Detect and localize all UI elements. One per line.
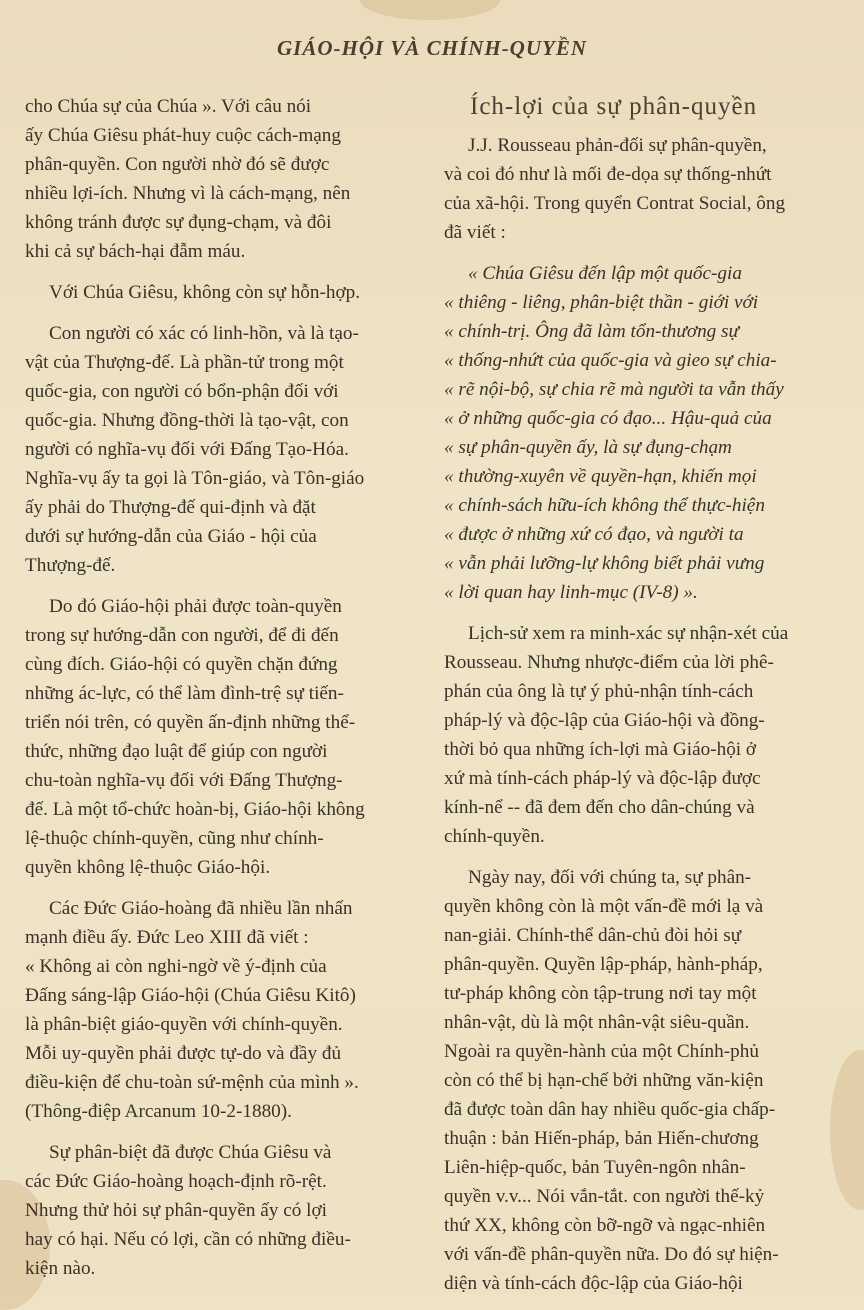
text-line: « được ở những xứ có đạo, và người ta xyxy=(444,524,744,545)
text-line: hay có hại. Nếu có lợi, cần có những điều- xyxy=(25,1229,351,1250)
text-line: J.J. Rousseau phản-đối sự phân-quyền, xyxy=(468,135,767,156)
text-line: của xã-hội. Trong quyển Contrat Social, ông xyxy=(444,193,786,214)
text-line: kiện nào. xyxy=(25,1258,96,1279)
text-line: Do đó Giáo-hội phải được toàn-quyền xyxy=(49,596,342,617)
paragraph xyxy=(25,894,418,1126)
text-line: triển nói trên, có quyền ấn-định những thể- xyxy=(25,712,356,733)
text-line: Nghĩa-vụ ấy ta gọi là Tôn-giáo, và Tôn-giáo xyxy=(25,468,365,489)
text-line: cho Chúa sự của Chúa ». Với câu nói xyxy=(25,96,312,117)
text-line: xứ mà tính-cách pháp-lý và độc-lập được xyxy=(444,768,761,789)
text-line: lệ-thuộc chính-quyền, cũng như chính- xyxy=(25,828,324,849)
text-line: Ngoài ra quyền-hành của một Chính-phủ xyxy=(444,1041,759,1062)
text-line: « Chúa Giêsu đến lập một quốc-gia xyxy=(468,263,742,284)
text-line: các Đức Giáo-hoàng hoạch-định rõ-rệt. xyxy=(25,1171,327,1192)
text-line: « chính-sách hữu-ích không thể thực-hiện xyxy=(444,495,765,516)
text-line: cùng đích. Giáo-hội có quyền chặn đứng xyxy=(25,654,338,675)
text-line: (Thông-điệp Arcanum 10-2-1880). xyxy=(25,1101,292,1122)
text-line: đã viết : xyxy=(444,222,506,243)
text-line: nan-giải. Chính-thể dân-chủ đòi hỏi sự xyxy=(444,925,742,946)
paragraph xyxy=(25,592,418,882)
text-line: « sự phân-quyền ấy, là sự đụng-chạm xyxy=(444,437,732,458)
text-line: « vẫn phải lưỡng-lự không biết phải vưng xyxy=(444,553,765,574)
paragraph xyxy=(25,278,418,307)
text-line: diện và tính-cách độc-lập của Giáo-hội xyxy=(444,1273,743,1294)
text-line: Rousseau. Nhưng nhược-điểm của lời phê- xyxy=(444,652,774,673)
paragraph xyxy=(25,1138,418,1283)
text-line: Ngày nay, đối với chúng ta, sự phân- xyxy=(468,867,752,888)
text-line: chu-toàn nghĩa-vụ đối với Đấng Thượng- xyxy=(25,770,343,791)
text-line: những ác-lực, có thể làm đình-trệ sự tiến- xyxy=(25,683,344,704)
text-line: « ở những quốc-gia có đạo... Hậu-quả của xyxy=(444,408,772,429)
left-column xyxy=(25,92,418,1295)
text-line: « thiêng - liêng, phân-biệt thần - giới với xyxy=(444,292,759,313)
text-line: « rẽ nội-bộ, sự chia rẽ mà người ta vẫn thấy xyxy=(444,379,784,400)
text-line: Sự phân-biệt đã được Chúa Giêsu và xyxy=(49,1142,332,1163)
paragraph xyxy=(25,92,418,266)
text-line: Với Chúa Giêsu, không còn sự hỗn-hợp. xyxy=(49,282,361,303)
text-line: và coi đó như là mối đe-dọa sự thống-nhứt xyxy=(444,164,772,185)
text-line: còn có thể bị hạn-chế bởi những văn-kiện xyxy=(444,1070,764,1091)
text-line: dưới sự hướng-dẫn của Giáo - hội của xyxy=(25,526,317,547)
text-line: là phân-biệt giáo-quyền với chính-quyền. xyxy=(25,1014,343,1035)
section-title: Ích-lợi của sự phân-quyền xyxy=(470,93,758,120)
text-line: phân-quyền. Con người nhờ đó sẽ được xyxy=(25,154,330,175)
text-line: người có nghĩa-vụ đối với Đấng Tạo-Hóa. xyxy=(25,439,349,460)
text-line: quốc-gia. Nhưng đồng-thời là tạo-vật, con xyxy=(25,410,349,431)
text-line: Nhưng thử hỏi sự phân-quyền ấy có lợi xyxy=(25,1200,327,1221)
text-line: quyền không còn là một vấn-đề mới lạ và xyxy=(444,896,764,917)
text-line: điều-kiện để chu-toàn sứ-mệnh của mình ». xyxy=(25,1072,359,1093)
text-line: Các Đức Giáo-hoàng đã nhiều lần nhấn xyxy=(49,898,353,919)
text-line: « Không ai còn nghi-ngờ về ý-định của xyxy=(25,956,327,977)
text-line: khi cả sự bách-hại đẫm máu. xyxy=(25,241,246,262)
text-line: « thống-nhứt của quốc-gia và gieo sự chia- xyxy=(444,350,777,371)
text-line: quyền v.v... Nói vắn-tắt. con người thế-kỷ xyxy=(444,1186,765,1207)
text-line: vật của Thượng-đế. Là phần-tử trong một xyxy=(25,352,344,373)
text-line: nhân-vật, dù là một nhân-vật siêu-quần. xyxy=(444,1012,750,1033)
text-line: nhiều lợi-ích. Nhưng vì là cách-mạng, nên xyxy=(25,183,351,204)
text-line: Lịch-sử xem ra minh-xác sự nhận-xét của xyxy=(468,623,789,644)
text-line: thuận : bản Hiến-pháp, bản Hiến-chương xyxy=(444,1128,759,1149)
text-line: « thường-xuyên về quyền-hạn, khiến mọi xyxy=(444,466,757,487)
text-line: Mỗi uy-quyền phải được tự-do và đầy đủ xyxy=(25,1043,342,1064)
text-line: quốc-gia, con người có bổn-phận đối với xyxy=(25,381,339,402)
text-line: chính-quyền. xyxy=(444,826,545,847)
text-line: Đấng sáng-lập Giáo-hội (Chúa Giêsu Kitô) xyxy=(25,985,356,1006)
right-column xyxy=(444,92,836,1310)
paragraph xyxy=(444,131,836,247)
text-line: pháp-lý và độc-lập của Giáo-hội và đồng- xyxy=(444,710,765,731)
text-line: ấy Chúa Giêsu phát-huy cuộc cách-mạng xyxy=(25,125,341,146)
text-line: quyền không lệ-thuộc Giáo-hội. xyxy=(25,857,271,878)
quotation xyxy=(444,259,836,607)
paper-stain xyxy=(360,0,500,20)
text-line: kính-nể -- đã đem đến cho dân-chúng và xyxy=(444,797,755,818)
text-line: đã được toàn dân hay nhiều quốc-gia chấp- xyxy=(444,1099,776,1120)
text-line: mạnh điều ấy. Đức Leo XIII đã viết : xyxy=(25,927,309,948)
text-line: ấy phải do Thượng-đế qui-định và đặt xyxy=(25,497,316,518)
text-line: với vấn-đề phân-quyền nữa. Do đó sự hiện- xyxy=(444,1244,779,1265)
text-line: « lời quan hay linh-mục (IV-8) ». xyxy=(444,582,698,603)
running-header: GIÁO-HỘI VÀ CHÍNH-QUYỀN xyxy=(276,36,588,60)
paragraph xyxy=(25,319,418,580)
paragraph xyxy=(444,619,836,851)
text-line: thức, những đạo luật để giúp con người xyxy=(25,741,328,762)
text-line: « chính-trị. Ông đã làm tổn-thương sự xyxy=(444,321,739,342)
text-line: thứ XX, không còn bỡ-ngỡ và ngạc-nhiên xyxy=(444,1215,766,1236)
text-line: không tránh được sự đụng-chạm, và đôi xyxy=(25,212,332,233)
text-line: trong sự hướng-dẫn con người, để đi đến xyxy=(25,625,339,646)
text-line: đế. Là một tổ-chức hoàn-bị, Giáo-hội không xyxy=(25,799,365,820)
text-line: tư-pháp không còn tập-trung nơi tay một xyxy=(444,983,757,1004)
paragraph xyxy=(444,863,836,1298)
text-line: Con người có xác có linh-hồn, và là tạo- xyxy=(49,323,359,344)
text-line: Thượng-đế. xyxy=(25,555,116,576)
text-line: phân-quyền. Quyền lập-pháp, hành-pháp, xyxy=(444,954,763,975)
text-line: Liên-hiệp-quốc, bản Tuyên-ngôn nhân- xyxy=(444,1157,746,1178)
text-line: phán của ông là tự ý phủ-nhận tính-cách xyxy=(444,681,754,702)
text-line: thời bỏ qua những ích-lợi mà Giáo-hội ở xyxy=(444,739,757,760)
